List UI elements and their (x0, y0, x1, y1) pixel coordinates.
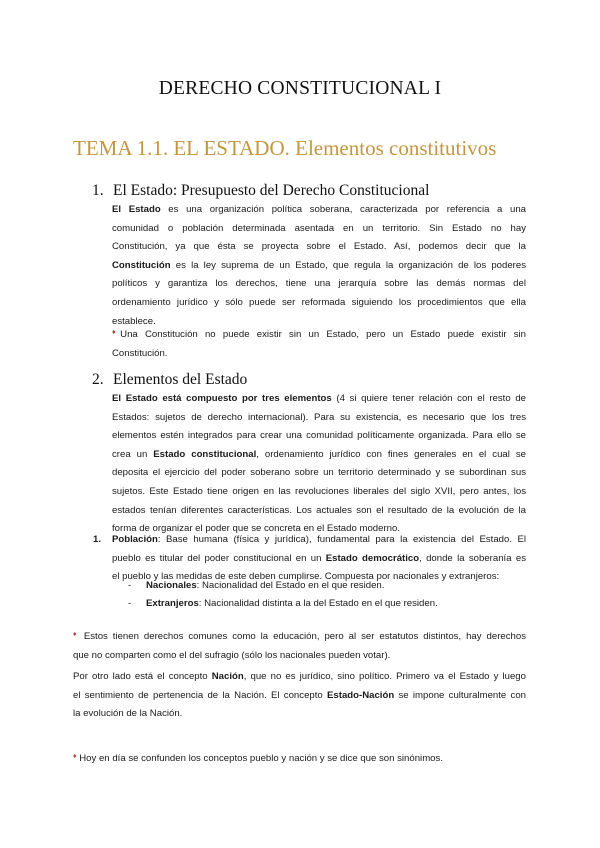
text-run: Hoy en día se confunden los conceptos pueblo y nación y se dice que son sinónimos. (79, 753, 443, 764)
document-title: DERECHO CONSTITUCIONAL I (158, 78, 442, 99)
text-run: el sentimiento de pertenencia de la Nación. El concepto (73, 689, 328, 701)
diamond-bullet-icon: ♦ (73, 753, 77, 760)
text-run: crea un (112, 448, 154, 460)
text-run: : Base humana (física y jurídica), fundamental para la existencia del Estado. El (157, 534, 526, 545)
text-line (112, 390, 526, 409)
text-line: comunidad o población determinada asentada en un territorio. Sin Estado no hay (112, 222, 526, 234)
text-line (73, 626, 526, 647)
text-run: , ordenamiento jurídico con fines generales en el cual se (256, 448, 526, 460)
list-item (128, 577, 384, 596)
section-1-number: 1. (92, 182, 104, 199)
bold-term: Estado democrático (325, 552, 420, 564)
text-run: (4 si quiere tener relación con el resto de (331, 393, 526, 404)
list-item (128, 595, 438, 614)
bold-term: Extranjeros (146, 598, 199, 609)
text-line: ordenamiento jurídico y sólo puede ser reformada siguiendo los procedimientos que ella (112, 296, 526, 308)
nacion-paragraph (73, 668, 526, 724)
text-line (112, 257, 526, 276)
bold-term: Nación (211, 671, 244, 682)
bold-term: Población (112, 534, 158, 545)
text-run: Una Constitución no puede existir sin un Estado, pero un Estado puede existir sin (120, 329, 527, 340)
section-2-number: 2. (92, 371, 104, 388)
topic-heading: TEMA 1.1. EL ESTADO. Elementos constitutivos (73, 136, 497, 160)
text-line: forma de organizar el poder que se concreta en el Estado moderno. (112, 523, 400, 535)
text-line: establece. (112, 315, 156, 327)
text-line: estados tenían diferentes características. Los actuales son el resultado de la evolución de la (112, 504, 526, 516)
text-line: Constitución. (112, 347, 168, 359)
bold-term: Nacionales (146, 580, 197, 591)
section-1-paragraph (112, 201, 526, 331)
bold-term: Estado-Nación (327, 689, 395, 701)
text-line: políticos y garantiza los derechos, tiene una jerarquía sobre las demás normas del (112, 278, 526, 290)
text-run: es una organización política soberana, caracterizada por referencia a una (160, 204, 526, 215)
text-run: : Nacionalidad distinta a la del Estado en el que residen. (198, 598, 438, 609)
section-2-paragraph (112, 390, 526, 539)
bold-term: El Estado (112, 204, 161, 215)
text-run: Estos tienen derechos comunes como la educación, pero al ser estatutos distintos, hay derechos (83, 631, 526, 642)
text-run: es la ley suprema de un Estado, que regula la organización de los poderes (170, 259, 526, 271)
text-line: deposita el ejercicio del poder soberano sobre un territorio determinado y se subordinan sus (112, 467, 526, 479)
text-run: Por otro lado está el concepto (73, 671, 212, 682)
text-line (112, 446, 526, 465)
text-run: se impone culturalmente con (394, 689, 526, 701)
diamond-bullet-icon: ♦ (112, 329, 121, 336)
synonyms-note (73, 748, 526, 769)
text-line (112, 531, 526, 550)
text-run: pueblo es titular del poder constitucional en un (112, 552, 326, 564)
text-line: sujetos. Este Estado tiene origen en las revoluciones liberales del siglo XVII, pero antes, los (112, 485, 526, 497)
text-run: , que no es jurídico, sino político. Primero va el Estado y luego (243, 671, 526, 682)
dash-bullet: - (128, 598, 132, 609)
rights-note (73, 626, 526, 665)
bold-term: El Estado está compuesto por tres elementos (112, 393, 332, 404)
bold-term: Estado constitucional (153, 448, 257, 460)
bold-term: Constitución (112, 259, 171, 271)
text-line: la evolución de la Nación. (73, 708, 183, 720)
text-run: : Nacionalidad del Estado en el que residen. (196, 580, 385, 591)
text-line: Estados: sujetos de derecho internacional). Para su existencia, es necesario que los tres (112, 411, 526, 423)
text-line: elementos estén integrados para crear una comunidad políticamente organizada. Para ello se (112, 430, 526, 442)
dash-bullet: - (128, 580, 132, 591)
text-line (112, 201, 526, 220)
text-line (112, 324, 526, 345)
diamond-bullet-icon: ♦ (73, 631, 79, 638)
text-line (73, 748, 526, 769)
section-2-heading (92, 371, 247, 389)
section-1-note (112, 324, 526, 363)
text-line (73, 687, 526, 706)
section-2-title: Elementos del Estado (113, 371, 248, 388)
text-line (73, 668, 526, 687)
text-line (112, 550, 526, 569)
text-line: el pueblo y las medidas de este deben cumplirse. Compuesta por nacionales y extranjeros: (112, 571, 500, 583)
section-1-title: El Estado: Presupuesto del Derecho Constitucional (113, 182, 430, 199)
text-run: , donde la soberanía es (419, 552, 526, 564)
text-line: Constitución, ya que ésta se proyecta sobre el Estado. Así, podemos decir que la (112, 241, 526, 253)
section-1-heading (92, 182, 429, 200)
text-line: que no comparten como el del sufragio (sólo los nacionales pueden votar). (73, 649, 391, 661)
list-number: 1. (93, 534, 102, 545)
